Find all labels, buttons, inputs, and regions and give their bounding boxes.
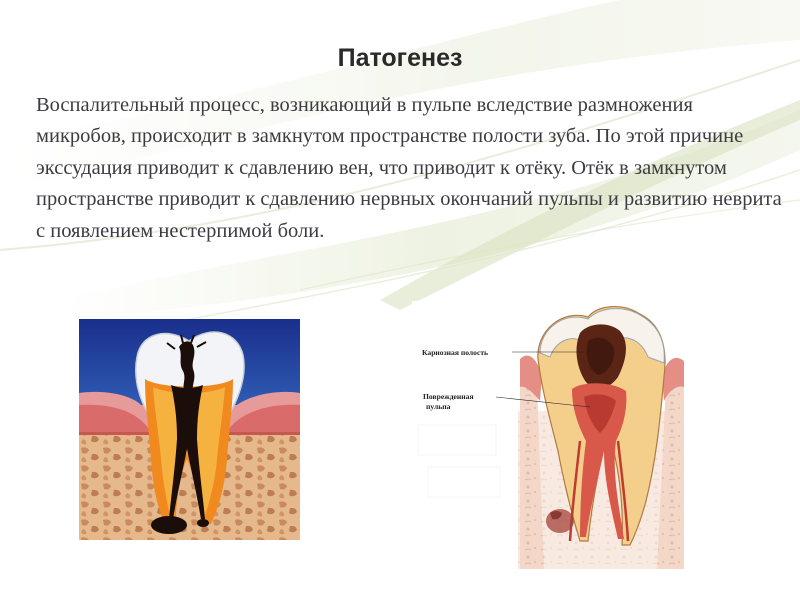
label-carious-cavity: Кариозная полость: [422, 348, 489, 357]
body-paragraph: Воспалительный процесс, возникающий в пульпе вследствие размножения микробов, происходит в замкнутом пространстве полости зуба. По этой причине экссудация приводит к сдавлению вен, что приводит к отёку. Отёк в замкнутом пространстве приводит к сдавлению нервных окончаний пульпы и развитию неврита с появлением нестерпимой боли.: [36, 94, 782, 242]
tooth-section-drawing: [412, 301, 688, 570]
tooth-section-figure: [412, 301, 688, 570]
page-title: Патогенез: [337, 44, 463, 72]
label-damaged-pulp-line2: пульпа: [426, 402, 451, 411]
tooth-pulpitis-illustration: [79, 319, 300, 540]
label-damaged-pulp-line1: Поврежденная: [423, 392, 474, 401]
